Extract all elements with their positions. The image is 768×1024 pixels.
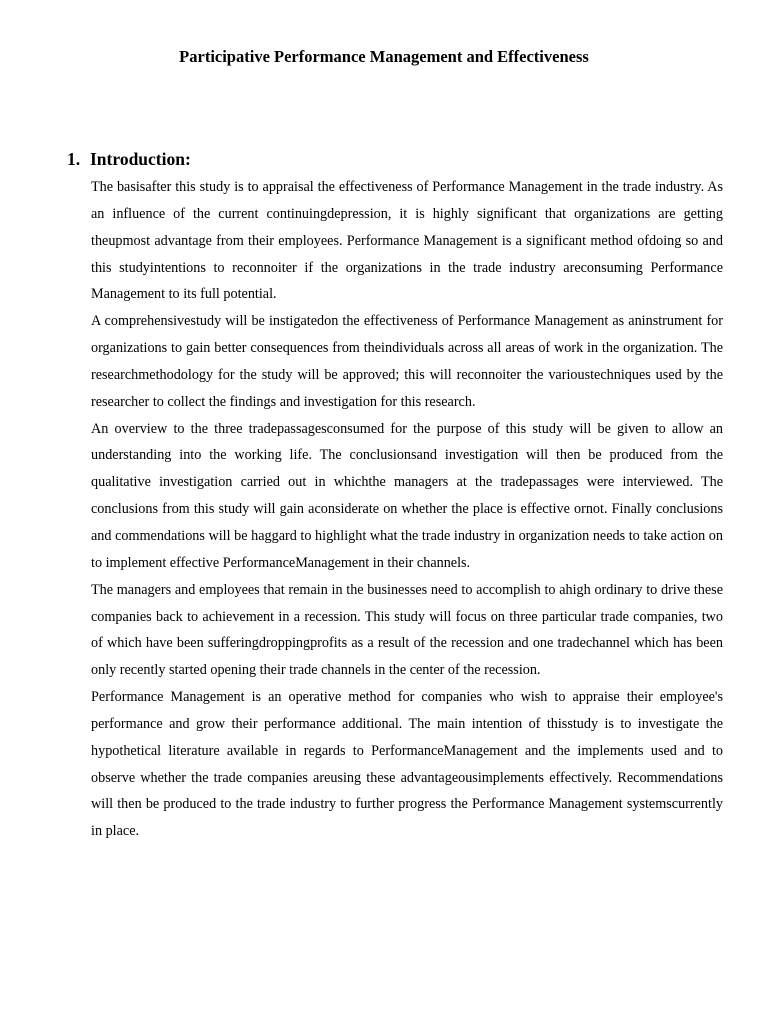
paragraph: Performance Management is an operative method for companies who wish to appraise their employee's performance and grow their performance additional. The main intention of thisstudy is to investigate the hypothetical literature available in regards to PerformanceManagement and the implements used and to observe whether the trade companies areusing these advantageousimplements effectively. Recommendations will then be produced to the trade industry to further progress the Performance Management systemscurrently in place. xyxy=(91,689,723,840)
section-number: 1. xyxy=(67,149,81,169)
paragraph: The managers and employees that remain in the businesses need to accomplish to ahigh ordinary to drive these companies back to achievement in a recession. This study will focus on three particular trade companies, two of which have been sufferingdroppingprofits as a result of the recession and one tradechannel which has been only recently started opening their trade channels in the center of the recession. xyxy=(91,581,723,679)
paragraph: The basisafter this study is to appraisal the effectiveness of Performance Management in the trade industry. As an influence of the current continuingdepression, it is highly significant that organizations are getting theupmost advantage from their employees. Performance Management is a significant method ofdoing so and this studyintentions to reconnoiter if the organizations in the trade industry areconsuming Performance Management to its full potential. xyxy=(91,179,723,303)
section-body xyxy=(91,174,723,845)
paragraph: A comprehensivestudy will be instigatedon the effectiveness of Performance Management as aninstrument for organizations to gain better consequences from theindividuals across all areas of work in the organization. The researchmethodology for the study will be approved; this will reconnoiter the varioustechniques used by the researcher to collect the findings and investigation for this research. xyxy=(91,313,723,410)
section-heading-text: Introduction: xyxy=(90,149,191,169)
section-heading xyxy=(67,147,191,171)
paragraph: An overview to the three tradepassagesconsumed for the purpose of this study will be given to allow an understanding into the working life. The conclusionsand investigation will then be produced from the qualitative investigation carried out in whichthe managers at the tradepassages were interviewed. The conclusions from this study will gain aconsiderate on whether the place is effective ornot. Finally conclusions and commendations will be haggard to highlight what the trade industry in organization needs to take action on to implement effective PerformanceManagement in their channels. xyxy=(91,420,723,571)
document-title: Participative Performance Management and Effectiveness xyxy=(179,47,589,66)
